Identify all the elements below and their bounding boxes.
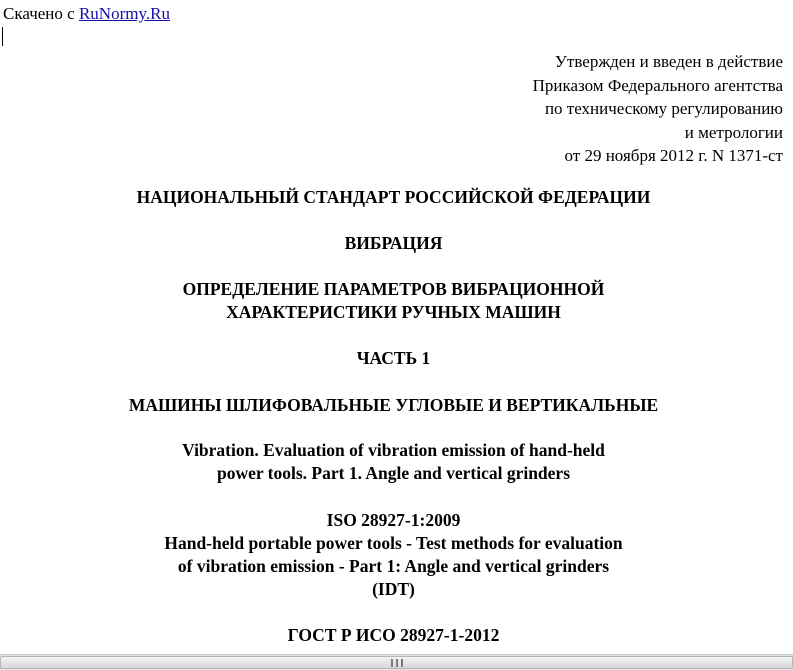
approval-block (533, 50, 783, 168)
gost-number-text: ГОСТ Р ИСО 28927-1-2012 (287, 625, 500, 645)
iso-block (0, 509, 787, 601)
approval-line: Утвержден и введен в действие (554, 52, 783, 71)
approval-line: Приказом Федерального агентства (532, 75, 783, 95)
english-title-line: power tools. Part 1. Angle and vertical grinders (216, 463, 571, 483)
text-caret (2, 27, 3, 46)
source-prefix: Скачено с (3, 4, 79, 23)
grip-icon (391, 659, 403, 667)
topic-text: ВИБРАЦИЯ (344, 233, 443, 253)
iso-number: ISO 28927-1:2009 (326, 510, 461, 530)
topic-heading (0, 232, 787, 255)
source-link[interactable]: RuNormy.Ru (78, 4, 170, 23)
gost-number (0, 624, 787, 647)
iso-title-line: of vibration emission - Part 1: Angle and vertical grinders (177, 556, 610, 576)
approval-line: и метрологии (684, 122, 783, 142)
subject-heading (0, 278, 787, 324)
part-title (0, 394, 787, 417)
equivalence-mark: (IDT) (372, 579, 415, 599)
english-title (0, 439, 787, 485)
horizontal-scrollbar[interactable] (0, 654, 793, 670)
english-title-line: Vibration. Evaluation of vibration emission of hand-held (182, 440, 605, 460)
iso-title-line: Hand-held portable power tools - Test methods for evaluation (164, 533, 623, 553)
source-line (3, 4, 170, 24)
scrollbar-thumb[interactable] (0, 656, 793, 669)
part-text: ЧАСТЬ 1 (356, 348, 431, 368)
standard-title-text: НАЦИОНАЛЬНЫЙ СТАНДАРТ РОССИЙСКОЙ ФЕДЕРАЦИИ (136, 187, 651, 207)
approval-line: от 29 ноября 2012 г. N 1371-ст (564, 146, 783, 165)
subject-line: ХАРАКТЕРИСТИКИ РУЧНЫХ МАШИН (226, 302, 561, 322)
standard-title (0, 186, 787, 209)
part-title-text: МАШИНЫ ШЛИФОВАЛЬНЫЕ УГЛОВЫЕ И ВЕРТИКАЛЬНЫЕ (128, 395, 659, 415)
approval-line: по техническому регулированию (544, 99, 783, 118)
subject-line: ОПРЕДЕЛЕНИЕ ПАРАМЕТРОВ ВИБРАЦИОННОЙ (182, 279, 605, 299)
part-heading (0, 347, 787, 370)
